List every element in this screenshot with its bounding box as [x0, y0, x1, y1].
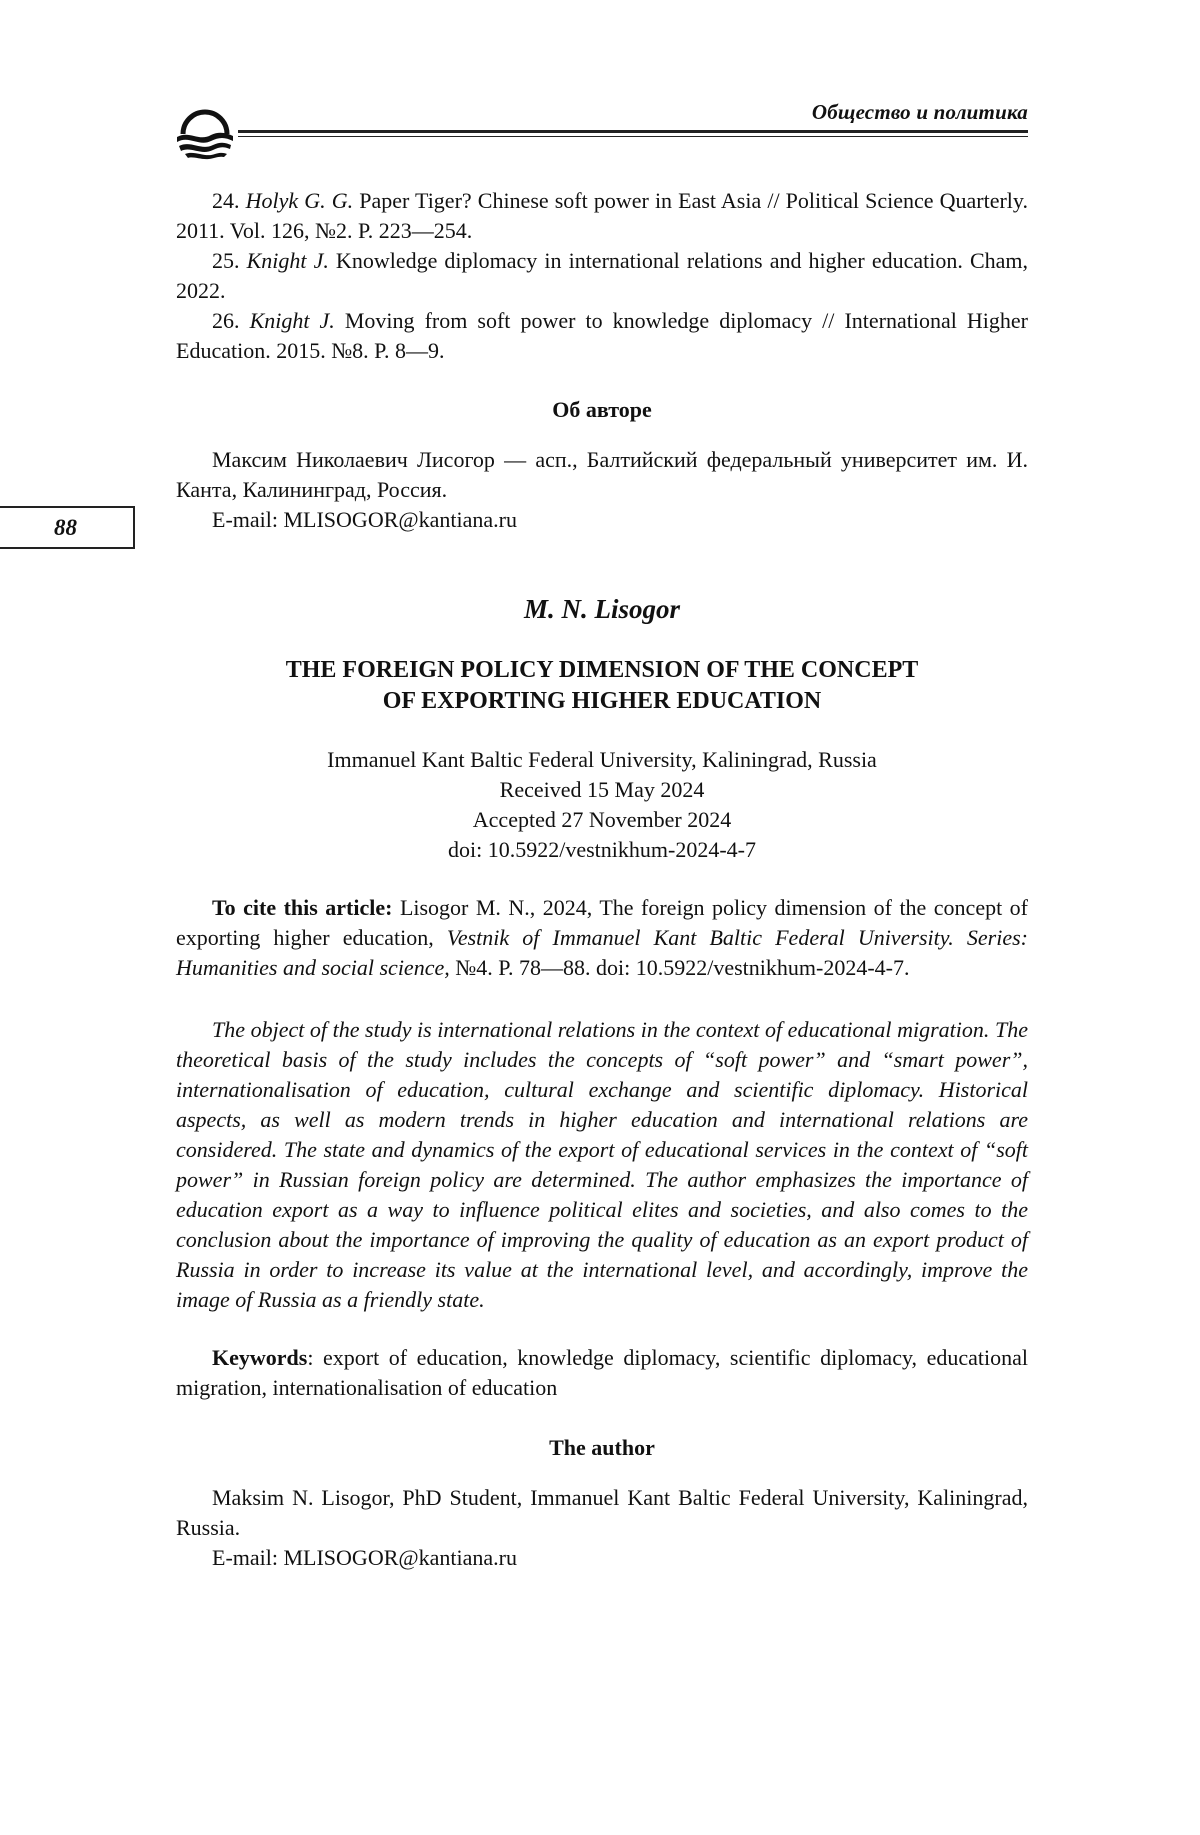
running-head: Общество и политика	[811, 100, 1028, 124]
article-title-line: OF EXPORTING HIGHER EDUCATION	[382, 688, 822, 714]
keywords	[176, 1343, 1028, 1403]
header-rule-thin	[238, 136, 1028, 137]
reference-item: 26. Knight J. Moving from soft power to knowledge diplomacy // International Higher Education. 2015. №8. P. 8—9.	[176, 308, 1029, 363]
author-en-heading: The author	[549, 1435, 655, 1460]
article-author: M. N. Lisogor	[523, 594, 680, 624]
author-en-text: Maksim N. Lisogor, PhD Student, Immanuel Kant Baltic Federal University, Kaliningrad, Russia.	[176, 1485, 1028, 1540]
article-title-line: THE FOREIGN POLICY DIMENSION OF THE CONCEPT	[285, 657, 919, 683]
about-author-ru-email: E-mail: MLISOGOR@kantiana.ru	[212, 507, 517, 532]
citation-label: To cite this article:	[212, 895, 393, 920]
journal-wave-logo-icon	[175, 104, 235, 162]
received-date: Received 15 May 2024	[499, 777, 705, 802]
citation-block: To cite this article: Lisogor M. N., 2024, The foreign policy dimension of the concept of exporting higher education, Vestnik of Immanuel Kant Baltic Federal University. Series: Humanities and social science, №4. P. 78—88. doi: 10.5922/vestnikhum-2024-4-7.	[176, 895, 1029, 980]
keywords-label: Keywords	[212, 1345, 308, 1370]
keywords-text: : export of education, knowledge diplomacy, scientific diplomacy, educational migration, internationalisation of education	[176, 1345, 1028, 1400]
author-en	[176, 1483, 1028, 1573]
reference-item: 24. Holyk G. G. Paper Tiger? Chinese soft power in East Asia // Political Science Quarterly. 2011. Vol. 126, №2. P. 223—254.	[176, 188, 1028, 243]
reference-item: 25. Knight J. Knowledge diplomacy in international relations and higher education. Cham, 2022.	[176, 248, 1028, 303]
article-meta	[176, 745, 1028, 865]
abstract	[176, 1015, 1028, 1315]
journal-name: Vestnik of Immanuel Kant Baltic Federal University. Series: Humanities and social science,	[176, 925, 1028, 980]
about-author-ru	[176, 445, 1028, 535]
page-number: 88	[0, 506, 135, 549]
about-author-ru-heading: Об авторе	[552, 397, 652, 422]
doi: doi: 10.5922/vestnikhum-2024-4-7	[448, 837, 756, 862]
accepted-date: Accepted 27 November 2024	[472, 807, 732, 832]
header-rule	[238, 130, 1028, 133]
abstract-text: The object of the study is international relations in the context of educational migration. The theoretical basis of the study includes the concepts of “soft power” and “smart power”, internationalisation of education, cultural exchange and scientific diplomacy. Historical aspects, as well as modern trends in higher education and international relations are considered. The state and dynamics of the export of educational services in the context of “soft power” in Russian foreign policy are determined. The author emphasizes the importance of education export as a way to influence political elites and societies, and also comes to the conclusion about the importance of improving the quality of education as an export product of Russia in order to increase its value at the international level, and accordingly, improve the image of Russia as a friendly state.	[176, 1017, 1028, 1312]
article-title	[176, 655, 1028, 717]
about-author-ru-text: Максим Николаевич Лисогор — асп., Балтийский федеральный университет им. И. Канта, Калининград, Россия.	[176, 447, 1028, 502]
affiliation: Immanuel Kant Baltic Federal University, Kaliningrad, Russia	[327, 747, 877, 772]
references-list	[176, 186, 1028, 366]
author-en-email: E-mail: MLISOGOR@kantiana.ru	[212, 1545, 517, 1570]
